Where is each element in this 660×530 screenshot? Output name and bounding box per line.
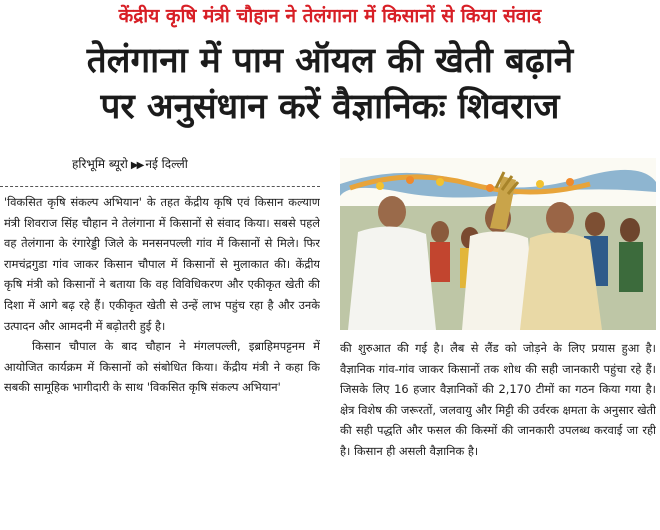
byline — [72, 156, 188, 174]
byline-source: हरिभूमि ब्यूरो — [72, 157, 128, 171]
kicker-headline: केंद्रीय कृषि मंत्री चौहान ने तेलंगाना में किसानों से किया संवाद — [118, 5, 542, 27]
article-paragraph-1: 'विकसित कृषि संकल्प अभियान' के तहत केंद्रीय कृषि एवं किसान कल्याण मंत्री शिवराज सिंह चौहान ने तेलंगाना में किसानों से संवाद किया। सबसे पहले वह तेलंगाना के रंगारेड्डी जिले के मनसनपल्ली गांव में किसानों से मिले। फिर रामचंद्रगुडा गांव जाकर किसान चौपाल में किसानों से मुलाकात की। केंद्रीय कृषि मंत्री को किसानों ने बताया कि वह विविधिकरण और एकीकृत खेती की दिशा में आगे बढ़ रहे हैं। एकीकृत खेती से उन्हें लाभ पहुंच रहा है और उनके उत्पादन और आमदनी में बढ़ोतरी हुई है। — [4, 195, 320, 333]
article-column-right — [340, 338, 656, 524]
headline-line-2: पर अनुसंधान करें वैज्ञानिकः शिवराज — [100, 87, 560, 127]
byline-place: नई दिल्ली — [145, 157, 188, 171]
headline-line-1: तेलंगाना में पाम ऑयल की खेती बढ़ाने — [86, 41, 574, 81]
article-paragraph-3: की शुरुआत की गई है। लैब से लैंड को जोड़ने के लिए प्रयास हुआ है। वैज्ञानिक गांव-गांव जाकर किसानों तक शोध की सही जानकारी पहुंचा रहे हैं। जिसके लिए 16 हजार वैज्ञानिकों की 2,170 टीमों का गठन किया गया है। क्षेत्र विशेष की जरूरतों, जलवायु और मिट्टी की उर्वरक क्षमता के अनुसार खेती की सही पद्धति और फसल की किस्मों की जानकारी उपलब्ध करवाई जा रही है। किसान ही असली वैज्ञानिक है। — [340, 341, 656, 458]
main-headline — [0, 38, 660, 130]
byline-divider — [0, 186, 320, 187]
news-photo-illustration — [340, 158, 656, 330]
article-paragraph-2: किसान चौपाल के बाद चौहान ने मंगलपल्ली, इब्राहिमपट्टनम में आयोजित कार्यक्रम में किसानों को संबोधित किया। केंद्रीय मंत्री ने कहा कि सबकी सामूहिक भागीदारी के साथ 'विकसित कृषि संकल्प अभियान' — [4, 339, 320, 395]
byline-arrow-icon: ▶▶ — [130, 160, 143, 171]
article-column-left — [4, 192, 320, 524]
news-photo — [340, 158, 656, 330]
